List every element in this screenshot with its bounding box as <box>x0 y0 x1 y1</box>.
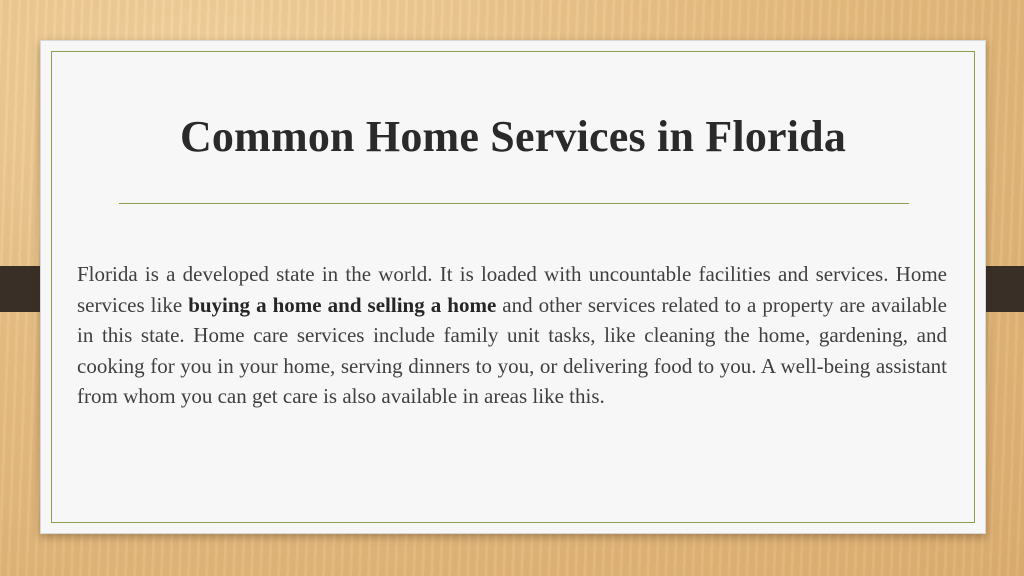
body-text-part-2: and other services related to a property are available in this state. Home care services include family unit tasks, like cleaning the home, gardening, and cooking for you in your home, serving dinners to you, or delivering food to you. A well-being assistant from whom you can get care is also available in areas like this. <box>77 292 947 408</box>
slide-title: Common Home Services in Florida <box>179 112 847 161</box>
slide-body-text <box>77 259 947 412</box>
body-text-part-1: Florida is a developed state in the world. It is loaded with uncountable facilities and services. Home services like <box>77 262 947 317</box>
body-text-bold-phrase: buying a home and selling a home <box>188 292 497 317</box>
title-divider <box>119 203 909 204</box>
slide-card <box>40 40 986 534</box>
